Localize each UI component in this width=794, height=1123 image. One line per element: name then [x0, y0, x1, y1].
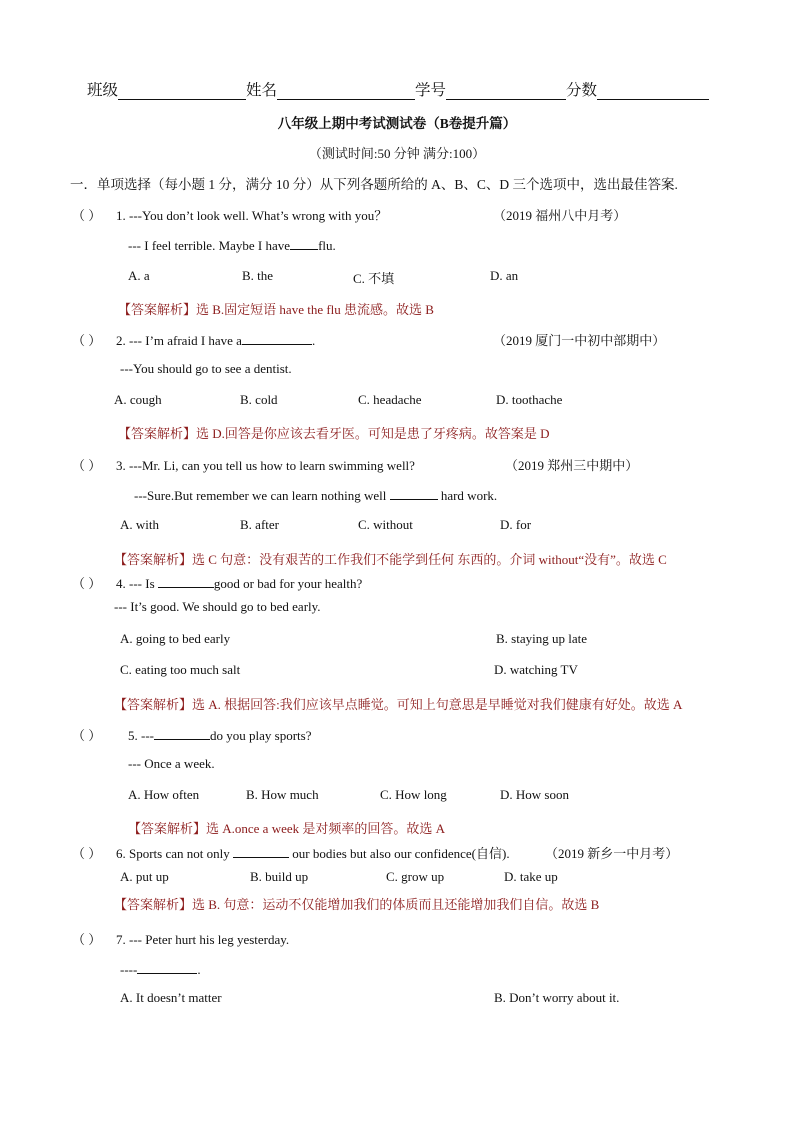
reply-text: --- I feel terrible. Maybe I have [128, 238, 291, 253]
reply-text-end: flu. [318, 238, 336, 253]
question-source: （2019 郑州三中期中） [505, 458, 639, 473]
option-b[interactable]: B. staying up late [496, 631, 587, 646]
reply-text: ---Sure.But remember we can learn nothing well [134, 488, 387, 503]
question-7 [72, 929, 289, 948]
exam-title: 八年级上期中考试测试卷（B卷提升篇） [277, 116, 517, 131]
option-b[interactable]: B. Don’t worry about it. [494, 990, 620, 1005]
question-4 [72, 573, 362, 592]
option-c[interactable]: C. 不填 [353, 271, 395, 286]
option-d[interactable]: D. an [490, 268, 519, 283]
fill-blank[interactable] [154, 726, 210, 740]
answer-explanation: 【答案解析】选 C 句意：没有艰苦的工作我们不能学到任何 东西的。介词 without“没有”。故选 C [114, 552, 667, 567]
answer-explanation: 【答案解析】选 A. 根据回答:我们应该早点睡觉。可知上句意思是早睡觉对我们健康有好处。故选 A [114, 697, 683, 712]
answer-paren[interactable]: （ ） [72, 728, 102, 743]
question-text-end: . [311, 333, 316, 348]
question-reply [128, 236, 336, 254]
reply-text-end: . [197, 962, 201, 977]
question-text-end: good or bad for your health? [213, 576, 363, 591]
option-a[interactable]: A. How often [128, 787, 200, 802]
option-c[interactable]: C. grow up [386, 869, 445, 884]
answer-paren[interactable]: （ ） [72, 932, 102, 947]
question-1 [72, 205, 387, 224]
question-text-end: our bodies but also our confidence(自信). [292, 846, 510, 861]
question-text: 7. --- Peter hurt his leg yesterday. [116, 932, 290, 947]
option-d[interactable]: D. watching TV [494, 662, 578, 677]
question-text: 6. Sports can not only [116, 846, 230, 861]
question-text: 1. ---You don’t look well. What’s wrong with you？ [116, 208, 388, 223]
option-c[interactable]: C. without [358, 517, 413, 532]
question-reply: --- It’s good. We should go to bed early. [114, 599, 321, 614]
number-blank[interactable] [446, 82, 566, 100]
option-d[interactable]: D. How soon [500, 787, 569, 802]
question-text: 4. --- Is [116, 576, 155, 591]
answer-paren[interactable]: （ ） [72, 846, 102, 861]
question-source: （2019 厦门一中初中部期中） [493, 333, 666, 348]
option-c[interactable]: C. headache [358, 392, 422, 407]
answer-explanation: 【答案解析】选 B.固定短语 have the flu 患流感。故选 B [118, 302, 434, 317]
option-c[interactable]: C. eating too much salt [120, 662, 241, 677]
option-d[interactable]: D. for [500, 517, 532, 532]
option-a[interactable]: A. a [128, 268, 150, 283]
option-b[interactable]: B. the [242, 268, 274, 283]
name-blank[interactable] [277, 82, 415, 100]
score-blank[interactable] [597, 82, 709, 100]
fill-blank[interactable] [242, 331, 312, 345]
section-heading: 一．单项选择（每小题 1 分，满分 10 分）从下列各题所给的 A、B、C、D 三个选项中，选出最佳答案. [70, 177, 678, 192]
answer-paren[interactable]: （ ） [72, 576, 102, 591]
question-source: （2019 福州八中月考） [493, 208, 627, 223]
question-text-end: do you play sports? [210, 728, 312, 743]
option-d[interactable]: D. take up [504, 869, 558, 884]
question-text: 5. --- [128, 728, 154, 743]
option-d[interactable]: D. toothache [496, 392, 563, 407]
option-b[interactable]: B. How much [246, 787, 319, 802]
answer-explanation: 【答案解析】选 A.once a week 是对频率的回答。故选 A [128, 821, 446, 836]
exam-subtitle: （测试时间:50 分钟 满分:100） [308, 146, 486, 161]
option-b[interactable]: B. build up [250, 869, 309, 884]
answer-paren[interactable]: （ ） [72, 333, 102, 348]
number-label: 学号 [415, 82, 447, 99]
fill-blank[interactable] [158, 574, 214, 588]
answer-paren[interactable]: （ ） [72, 458, 102, 473]
fill-blank[interactable] [137, 960, 197, 974]
fill-blank[interactable] [390, 486, 438, 500]
option-b[interactable]: B. cold [240, 392, 278, 407]
option-a[interactable]: A. cough [114, 392, 162, 407]
answer-explanation: 【答案解析】选 B. 句意：运动不仅能增加我们的体质而且还能增加我们自信。故选 B [114, 897, 600, 912]
option-a[interactable]: A. going to bed early [120, 631, 231, 646]
option-a[interactable]: A. It doesn’t matter [120, 990, 222, 1005]
question-2 [72, 330, 315, 349]
name-label: 姓名 [246, 82, 278, 99]
question-text: 3. ---Mr. Li, can you tell us how to learn swimming well? [116, 458, 415, 473]
fill-blank[interactable] [290, 236, 318, 250]
class-blank[interactable] [118, 82, 246, 100]
question-source: （2019 新乡一中月考） [545, 846, 679, 861]
question-3 [72, 455, 415, 474]
reply-text-end: hard work. [440, 488, 498, 503]
question-5 [72, 725, 311, 744]
option-b[interactable]: B. after [240, 517, 279, 532]
answer-explanation: 【答案解析】选 D.回答是你应该去看牙医。可知是患了牙疼病。故答案是 D [118, 426, 550, 441]
class-label: 班级 [87, 82, 119, 99]
score-label: 分数 [566, 82, 598, 99]
option-c[interactable]: C. How long [380, 787, 447, 802]
question-6 [72, 843, 510, 862]
reply-text: ---- [120, 962, 138, 977]
question-reply [134, 486, 497, 504]
answer-paren[interactable]: （ ） [72, 208, 102, 223]
option-a[interactable]: A. put up [120, 869, 169, 884]
student-info-line [87, 78, 709, 100]
question-text: 2. --- I’m afraid I have a [116, 333, 242, 348]
option-a[interactable]: A. with [120, 517, 159, 532]
question-reply [120, 960, 201, 978]
fill-blank[interactable] [233, 844, 289, 858]
question-reply: ---You should go to see a dentist. [120, 361, 292, 376]
question-reply: --- Once a week. [128, 756, 215, 771]
